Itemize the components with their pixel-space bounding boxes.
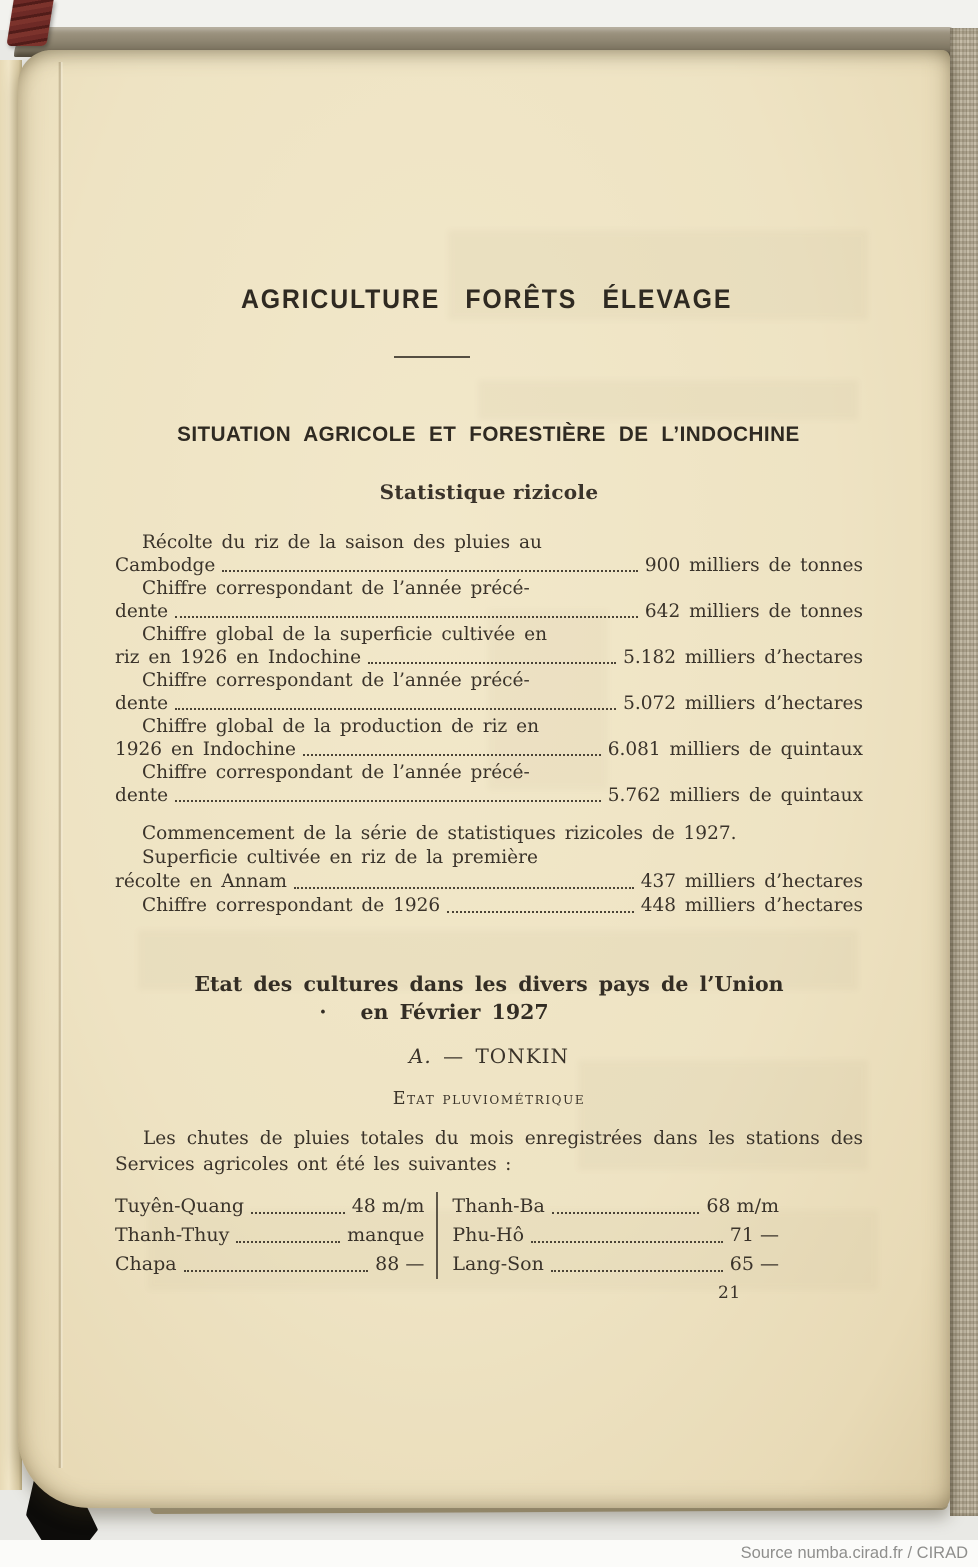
stat-line-1927-label: Superficie cultivée en riz de la première	[142, 847, 538, 868]
stat-line-label: dente	[115, 601, 169, 622]
stat-line-value: 642 milliers de tonnes	[644, 601, 863, 622]
stat-line-1927	[115, 846, 863, 870]
rainfall-paragraph: Les chutes de pluies totales du mois enregistrées dans les stations des Services agricoles ont été les suivantes :	[115, 1128, 863, 1175]
stat-line-label: Cambodge	[115, 555, 216, 576]
stat-line-value: 5.762 milliers de quintaux	[607, 785, 863, 806]
book-page	[18, 50, 950, 1508]
dotted-leader	[184, 1270, 369, 1272]
scanner-background	[0, 0, 978, 30]
stat-line-label: Récolte du riz de la saison des pluies au	[142, 532, 542, 553]
stat-line-1927-label: Chiffre correspondant de 1926	[142, 895, 441, 916]
stat-line-1927-label: Commencement de la série de statistiques rizicoles de 1927.	[142, 823, 737, 844]
dotted-leader	[175, 708, 616, 710]
dotted-leader	[551, 1270, 723, 1272]
stat-line	[115, 577, 863, 600]
stat-line-label: Chiffre correspondant de l’année précé-	[142, 762, 530, 783]
station-row-value: 48 m/m	[351, 1195, 425, 1217]
station-row-label: Tuyên-Quang	[115, 1195, 245, 1217]
stat-line-1927	[115, 894, 863, 918]
book-fore-edge	[950, 28, 978, 1516]
title-divider-rule	[394, 356, 470, 358]
page-number: 21	[718, 1283, 741, 1303]
etat-cultures-line2	[115, 998, 863, 1026]
dotted-leader	[368, 662, 616, 664]
dotted-leader	[175, 800, 601, 802]
dotted-leader	[531, 1241, 723, 1243]
stat-line	[115, 600, 863, 623]
stations-column-right	[436, 1192, 779, 1279]
page-crease	[58, 62, 63, 1468]
station-row-label: Phu-Hô	[452, 1224, 525, 1246]
stat-line-label: dente	[115, 693, 169, 714]
station-row-label: Lang-Son	[452, 1253, 544, 1275]
stat-line	[115, 531, 863, 554]
stat-line	[115, 623, 863, 646]
stat-line-label: Chiffre global de la production de riz en	[142, 716, 540, 737]
stat-line	[115, 715, 863, 738]
section-heading-etat-cultures	[115, 970, 863, 1026]
dotted-leader	[303, 754, 601, 756]
station-row	[452, 1192, 779, 1221]
section-heading-statistique-rizicole: Statistique rizicole	[379, 480, 599, 504]
station-row-value: manque	[347, 1224, 425, 1246]
station-row	[452, 1221, 779, 1250]
stat-line-1927	[115, 822, 863, 846]
etat-cultures-date: en Février 1927	[360, 1000, 549, 1024]
subheading-etat-pluviometrique: Etat pluviométrique	[392, 1089, 586, 1109]
rainfall-stations-table	[115, 1192, 779, 1279]
stat-line	[115, 669, 863, 692]
dotted-leader	[222, 570, 638, 572]
station-row-value: 88 —	[375, 1253, 425, 1275]
scan-footer-bar	[0, 1540, 978, 1567]
station-row-value: 68 m/m	[706, 1195, 779, 1217]
source-attribution: Source numba.cirad.fr / CIRAD	[740, 1544, 968, 1562]
dotted-leader	[251, 1212, 345, 1214]
stat-line	[115, 761, 863, 784]
stat-line	[115, 554, 863, 577]
etat-cultures-line1: Etat des cultures dans les divers pays de l’Union	[194, 972, 784, 996]
book-spine-ribbon	[6, 0, 53, 46]
stat-line-label: Chiffre correspondant de l’année précé-	[142, 578, 530, 599]
stat-line-label: dente	[115, 785, 169, 806]
region-letter: A.	[408, 1044, 432, 1068]
station-row-label: Thanh-Thuy	[115, 1224, 230, 1246]
page-subtitle: SITUATION AGRICOLE ET FORESTIÈRE DE L’INDOCHINE	[177, 422, 800, 446]
stat-line	[115, 738, 863, 761]
stat-line-1927-value: 437 milliers d’hectares	[640, 871, 863, 892]
stray-middot-mark: ·	[319, 1000, 327, 1024]
rice-statistics-list	[115, 531, 863, 807]
stations-column-left	[115, 1192, 436, 1279]
dotted-leader	[294, 887, 634, 889]
stat-line-label: Chiffre correspondant de l’année précé-	[142, 670, 530, 691]
stat-line-label: riz en 1926 en Indochine	[115, 647, 362, 668]
station-row-label: Chapa	[115, 1253, 177, 1275]
dotted-leader	[447, 911, 634, 913]
station-row	[115, 1221, 424, 1250]
stat-line-value: 5.182 milliers d’hectares	[623, 647, 863, 668]
station-row-label: Thanh-Ba	[452, 1195, 545, 1217]
stat-line-1927-value: 448 milliers d’hectares	[640, 895, 863, 916]
station-row-value: 65 —	[729, 1253, 779, 1275]
page-title: AGRICULTURE FORÊTS ÉLEVAGE	[240, 284, 733, 314]
dotted-leader	[552, 1212, 700, 1214]
region-heading-tonkin	[115, 1044, 863, 1068]
stat-line	[115, 646, 863, 669]
station-row	[115, 1250, 424, 1279]
dotted-leader	[236, 1241, 340, 1243]
region-name: — TONKIN	[443, 1044, 570, 1068]
stat-line-1927	[115, 870, 863, 894]
dotted-leader	[175, 616, 638, 618]
stat-line	[115, 784, 863, 807]
stat-line-label: Chiffre global de la superficie cultivée en	[142, 624, 547, 645]
stat-line-value: 5.072 milliers d’hectares	[623, 693, 863, 714]
rice-statistics-1927-list	[115, 822, 863, 918]
stat-line-label: 1926 en Indochine	[115, 739, 296, 760]
stat-line	[115, 692, 863, 715]
stat-line-1927-label: récolte en Annam	[115, 871, 287, 892]
station-row-value: 71 —	[729, 1224, 779, 1246]
station-row	[115, 1192, 424, 1221]
page-content	[115, 50, 863, 1508]
stat-line-value: 6.081 milliers de quintaux	[607, 739, 863, 760]
station-row	[452, 1250, 779, 1279]
stat-line-value: 900 milliers de tonnes	[644, 555, 863, 576]
